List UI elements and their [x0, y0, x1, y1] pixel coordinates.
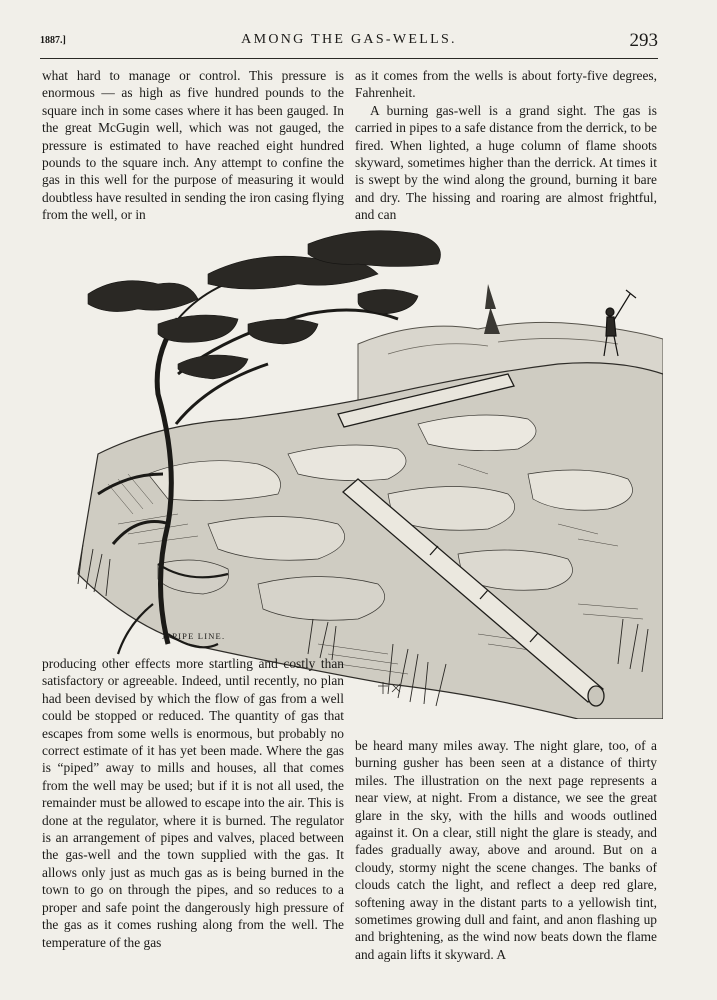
pipe-line-illustration — [58, 224, 663, 719]
header-rule — [40, 58, 658, 59]
paragraph: A burning gas-well is a grand sight. The gas is carried in pipes to a safe distance from the derrick, to be fired. When lighted, a huge column of flame shoots skyward, sometimes higher than the derrick. At times it is swept by the wind along the ground, burning it bare and dry. The hissing and roaring are almost frightful, and can — [355, 102, 657, 223]
figure-caption: A PIPE LINE. — [162, 631, 226, 641]
column-bottom-left — [42, 655, 344, 951]
column-bottom-right — [355, 737, 657, 963]
page-number: 293 — [629, 30, 658, 51]
header-title: AMONG THE GAS-WELLS. — [241, 32, 457, 47]
paragraph: what hard to manage or control. This pressure is enormous — as high as five hundred pounds to the square inch in some cases where it has been gauged. In the great McGugin well, which was not gauged, the pressure is estimated to have reached eight hundred pounds to the square inch. Any attempt to confine the gas in this well for the purpose of measuring it would doubtless have resulted in sending the iron casing flying from the well, or in — [42, 68, 344, 223]
column-top-right — [355, 67, 657, 224]
paragraph: producing other effects more startling and costly than satisfactory or agreeable. Indeed, until recently, no plan had been devised by which the flow of gas from a well could be stopped or reduced. The quantity of gas that escapes from some wells is enormous, but probably no correct estimate of it has yet been made. Where the gas is “piped” away to mills and houses, all that comes from the well may be used; but if it is not all used, the remainder must be allowed to escape into the air. This is done at the regulator, where it is burned. The regulator is an arrangement of pipes and valves, placed between the gas-well and the town supplied with the gas. It allows only just as much gas as is being burned in the town to go on through the pipes, and so reduces to a proper and safe point the dangerously high pressure of the gas as it comes rushing along from the well. The temperature of the gas — [42, 656, 344, 950]
running-header — [40, 30, 658, 58]
paragraph: be heard many miles away. The night glare, too, of a burning gusher has been seen at a distance of thirty miles. The illustration on the next page represents a near view, at night. From a distance, we see the great glare in the sky, with the hills and woods outlined against it. On a clear, still night the glare is steady, and fades gradually away, above and around. But on a cloudy, stormy night the scene changes. The banks of clouds catch the light, and reflect a deep red glare, softening away in the distant parts to a yellowish tint, sometimes growing dull and faint, and anon flashing up and brightening, as the wind now beats down the flame and again lifts it skyward. A — [355, 738, 657, 962]
header-year: 1887.] — [40, 35, 66, 46]
column-top-left — [42, 67, 344, 224]
paragraph: as it comes from the wells is about forty-five degrees, Fahrenheit. — [355, 68, 657, 101]
